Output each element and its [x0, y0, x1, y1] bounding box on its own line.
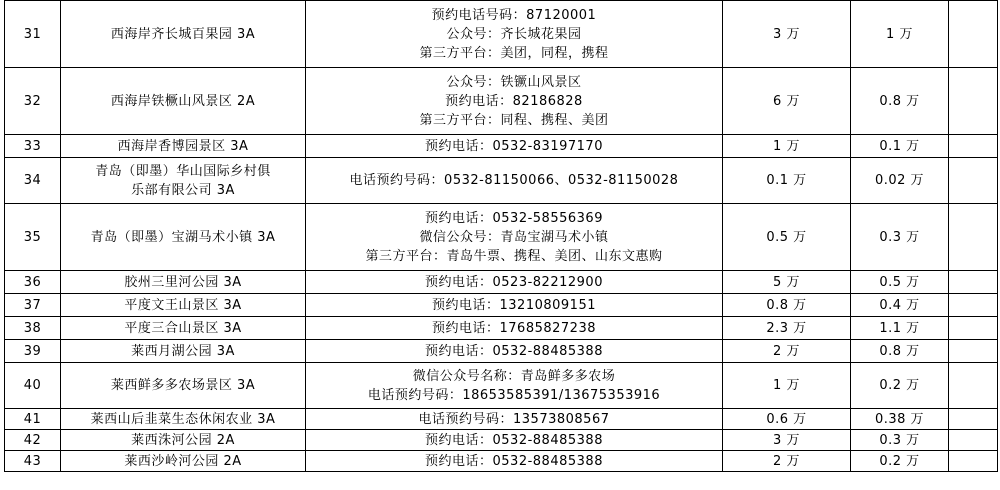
row-number-cell: 42	[5, 430, 61, 451]
limit-value-cell: 0.38 万	[851, 409, 949, 430]
capacity-value-cell: 0.6 万	[723, 409, 851, 430]
row-number-cell: 38	[5, 317, 61, 340]
row-number-cell: 39	[5, 340, 61, 363]
scenic-name-line: 莱西月湖公园 3A	[131, 343, 235, 359]
row-number-cell: 31	[5, 1, 61, 68]
capacity-value-cell: 3 万	[723, 1, 851, 68]
scenic-name-cell	[61, 340, 306, 363]
booking-contact-line: 预约电话：0532-88485388	[425, 432, 603, 448]
row-number-cell: 36	[5, 271, 61, 294]
table-row	[5, 451, 998, 472]
limit-value-cell: 0.3 万	[851, 204, 949, 271]
row-number-cell: 40	[5, 363, 61, 409]
booking-contact-line: 预约电话：0532-88485388	[425, 453, 603, 469]
table-row	[5, 317, 998, 340]
booking-contact-line: 预约电话：0532-83197170	[425, 138, 603, 154]
empty-cell	[949, 68, 998, 135]
booking-contact-cell	[306, 68, 723, 135]
capacity-value-cell: 1 万	[723, 363, 851, 409]
scenic-name-line: 西海岸铁橛山风景区 2A	[110, 93, 256, 109]
booking-contact-cell	[306, 204, 723, 271]
empty-cell	[949, 135, 998, 158]
limit-value-cell: 0.8 万	[851, 68, 949, 135]
empty-cell	[949, 1, 998, 68]
row-number-cell: 33	[5, 135, 61, 158]
booking-contact-cell	[306, 340, 723, 363]
booking-contact-line: 第三方平台：美团，同程，携程	[419, 45, 609, 61]
scenic-name-cell	[61, 68, 306, 135]
table-row	[5, 158, 998, 204]
booking-contact-cell	[306, 317, 723, 340]
scenic-name-cell	[61, 158, 306, 204]
scenic-name-cell	[61, 363, 306, 409]
booking-contact-cell	[306, 135, 723, 158]
scenic-name-cell	[61, 135, 306, 158]
limit-value-cell: 0.3 万	[851, 430, 949, 451]
scenic-name-line: 乐部有限公司 3A	[131, 182, 235, 198]
table-row	[5, 363, 998, 409]
booking-contact-line: 预约电话：17685827238	[432, 320, 596, 336]
booking-contact-line: 预约电话：0532-88485388	[425, 343, 603, 359]
scenic-name-line: 莱西山后韭菜生态休闲农业 3A	[90, 411, 276, 427]
scenic-name-cell	[61, 204, 306, 271]
empty-cell	[949, 317, 998, 340]
table-row	[5, 68, 998, 135]
limit-value-cell: 0.2 万	[851, 451, 949, 472]
table-row	[5, 271, 998, 294]
booking-contact-line: 预约电话：0523-82212900	[425, 274, 603, 290]
limit-value-cell: 0.02 万	[851, 158, 949, 204]
booking-contact-cell	[306, 1, 723, 68]
scenic-name-cell	[61, 317, 306, 340]
capacity-value-cell: 6 万	[723, 68, 851, 135]
booking-contact-line: 电话预约号码：13573808567	[418, 411, 610, 427]
booking-contact-cell	[306, 430, 723, 451]
empty-cell	[949, 409, 998, 430]
empty-cell	[949, 340, 998, 363]
booking-contact-line: 公众号：铁镢山风景区	[446, 74, 582, 90]
empty-cell	[949, 363, 998, 409]
empty-cell	[949, 271, 998, 294]
booking-contact-line: 预约电话号码：87120001	[431, 7, 597, 23]
row-number-cell: 43	[5, 451, 61, 472]
table-row	[5, 294, 998, 317]
scenic-name-line: 平度三合山景区 3A	[124, 320, 242, 336]
capacity-value-cell: 5 万	[723, 271, 851, 294]
scenic-name-cell	[61, 271, 306, 294]
limit-value-cell: 0.1 万	[851, 135, 949, 158]
capacity-value-cell: 2.3 万	[723, 317, 851, 340]
scenic-name-line: 青岛（即墨）华山国际乡村俱	[95, 163, 271, 179]
booking-contact-line: 微信公众号名称：青岛鲜多多农场	[412, 368, 616, 384]
booking-contact-line: 预约电话：0532-58556369	[425, 210, 603, 226]
scenic-name-line: 胶州三里河公园 3A	[124, 274, 242, 290]
limit-value-cell: 0.2 万	[851, 363, 949, 409]
scenic-spots-table	[4, 0, 998, 472]
row-number-cell: 32	[5, 68, 61, 135]
row-number-cell: 41	[5, 409, 61, 430]
table-body	[5, 1, 998, 472]
scenic-name-line: 莱西鲜多多农场景区 3A	[110, 378, 256, 393]
scenic-name-line: 西海岸齐长城百果园 3A	[110, 26, 256, 42]
booking-contact-cell	[306, 158, 723, 204]
table-row	[5, 340, 998, 363]
table-row	[5, 409, 998, 430]
booking-contact-cell	[306, 409, 723, 430]
scenic-name-line: 莱西沙岭河公园 2A	[124, 453, 242, 469]
table-row	[5, 204, 998, 271]
table-row	[5, 1, 998, 68]
scenic-name-line: 青岛（即墨）宝湖马术小镇 3A	[90, 229, 276, 245]
row-number-cell: 37	[5, 294, 61, 317]
scenic-name-line: 西海岸香博园景区 3A	[117, 138, 249, 154]
booking-contact-line: 公众号：齐长城花果园	[446, 26, 582, 42]
capacity-value-cell: 0.8 万	[723, 294, 851, 317]
scenic-name-cell	[61, 430, 306, 451]
booking-contact-line: 预约电话：13210809151	[432, 297, 596, 313]
limit-value-cell: 0.8 万	[851, 340, 949, 363]
booking-contact-line: 第三方平台：同程、携程、美团	[419, 112, 609, 128]
booking-contact-line: 微信公众号：青岛宝湖马术小镇	[419, 229, 609, 245]
capacity-value-cell: 1 万	[723, 135, 851, 158]
empty-cell	[949, 158, 998, 204]
limit-value-cell: 0.5 万	[851, 271, 949, 294]
scenic-name-cell	[61, 294, 306, 317]
scenic-name-line: 平度文王山景区 3A	[124, 297, 242, 313]
capacity-value-cell: 3 万	[723, 430, 851, 451]
empty-cell	[949, 294, 998, 317]
booking-contact-cell	[306, 451, 723, 472]
scenic-name-cell	[61, 409, 306, 430]
booking-contact-line: 第三方平台：青岛牛票、携程、美团、山东文惠购	[365, 248, 663, 264]
limit-value-cell: 1.1 万	[851, 317, 949, 340]
booking-contact-line: 电话预约号码：0532-81150066、0532-81150028	[349, 173, 679, 188]
empty-cell	[949, 451, 998, 472]
booking-contact-cell	[306, 363, 723, 409]
row-number-cell: 35	[5, 204, 61, 271]
capacity-value-cell: 0.5 万	[723, 204, 851, 271]
scenic-name-cell	[61, 451, 306, 472]
table-row	[5, 430, 998, 451]
booking-contact-cell	[306, 271, 723, 294]
row-number-cell: 34	[5, 158, 61, 204]
capacity-value-cell: 2 万	[723, 451, 851, 472]
limit-value-cell: 1 万	[851, 1, 949, 68]
capacity-value-cell: 2 万	[723, 340, 851, 363]
empty-cell	[949, 430, 998, 451]
empty-cell	[949, 204, 998, 271]
booking-contact-line: 电话预约号码：18653585391/13675353916	[367, 387, 661, 403]
booking-contact-cell	[306, 294, 723, 317]
capacity-value-cell: 0.1 万	[723, 158, 851, 204]
limit-value-cell: 0.4 万	[851, 294, 949, 317]
scenic-name-cell	[61, 1, 306, 68]
booking-contact-line: 预约电话：82186828	[445, 93, 583, 109]
scenic-name-line: 莱西洙河公园 2A	[131, 432, 235, 448]
table-row	[5, 135, 998, 158]
